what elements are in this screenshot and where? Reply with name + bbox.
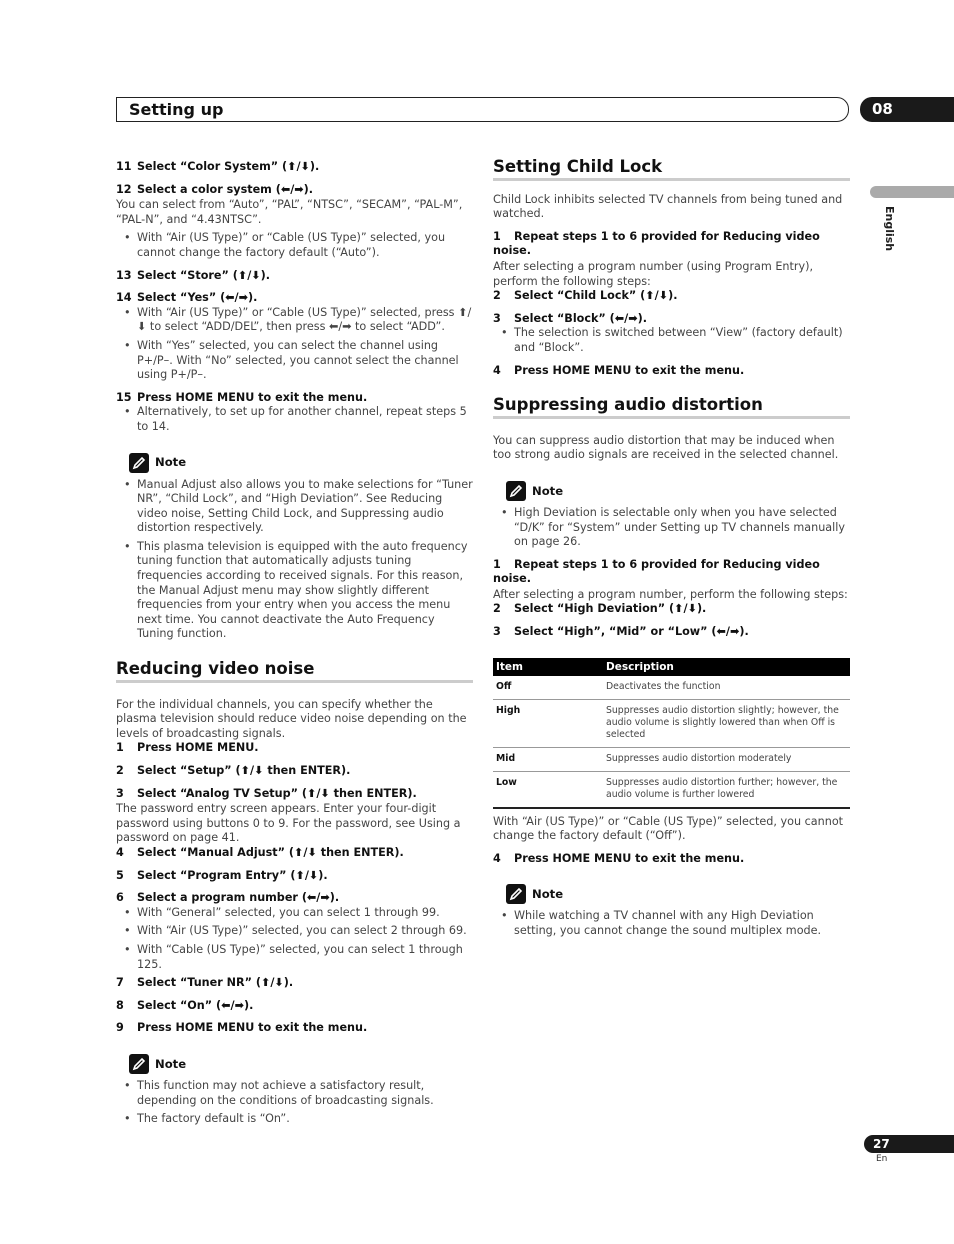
step-heading: 4 Select “Manual Adjust” (⬆/⬇ then ENTER). [116,845,404,859]
chapter-badge: 08 [860,97,954,122]
note-label: Note [155,455,187,470]
note-pencil-icon [129,1054,149,1074]
left-column [116,160,473,1131]
list-item: • This function may not achieve a satisfactory result, depending on the conditions of broadcasting signals. [116,1079,473,1108]
table-header: Item [493,658,603,676]
list-item: • The selection is switched between “View” (factory default) and “Block”. [493,326,850,355]
intro-text: You can suppress audio distortion that may be induced when too strong audio signals are received in the selected channel. [493,433,839,462]
step-heading: 2 Select “Child Lock” (⬆/⬇). [493,289,678,303]
section-heading: Reducing video noise [116,662,473,683]
table-cell-item: Mid [493,747,603,771]
step-heading: 3 Select “Block” (⬅/➡). [493,311,647,325]
section-title: Setting up [129,100,224,119]
step-heading: 3 Select “Analog TV Setup” (⬆/⬇ then ENTER). [116,786,417,800]
table-cell-item: Off [493,676,603,700]
step-heading: 6 Select a program number (⬅/➡). [116,891,340,905]
note-pencil-icon [506,481,526,501]
note-box [116,453,473,643]
header-bar [116,97,849,122]
step-heading: 9 Press HOME MENU to exit the menu. [116,1021,368,1035]
step-heading: 1 Repeat steps 1 to 6 provided for Reducing video noise. [493,229,820,258]
note-label: Note [155,1056,187,1071]
table-header: Description [603,658,850,676]
table-cell-description: Suppresses audio distortion moderately [603,747,850,771]
step-heading: 7 Select “Tuner NR” (⬆/⬇). [116,976,294,990]
language-tab [870,186,954,198]
step-heading: 5 Select “Program Entry” (⬆/⬇). [116,868,328,882]
right-column [493,157,850,943]
note-label: Note [532,483,564,498]
list-item: • High Deviation is selectable only when you have selected “D/K” for “System” under Setting up TV channels manually on page 26. [493,506,850,550]
password-text: The password entry screen appears. Enter your four-digit password using buttons 0 to 9. For the password, see Using a password on page 41. [116,802,461,845]
table-row [493,676,850,700]
list-item: • Alternatively, to set up for another channel, repeat steps 5 to 14. [116,405,473,434]
table-cell-description: Suppresses audio distortion slightly; however, the audio volume is slightly lowered than when Off is selected [603,699,850,747]
note-pencil-icon [129,453,149,473]
step-text: After selecting a program number, perform the following steps: [493,587,848,601]
list-item: • Manual Adjust also allows you to make selections for “Tuner NR”, “Child Lock”, and “High Deviation”. See Reducing video noise, Setting Child Lock, and Suppressing audio distortion respectively. [116,478,473,536]
step-heading: 13 Select “Store” (⬆/⬇). [116,268,271,282]
step-heading: 1 Press HOME MENU. [116,741,259,755]
deviation-table [493,658,850,809]
table-cell-description: Deactivates the function [603,676,850,700]
list-item: • With “Cable (US Type)” selected, you can select 1 through 125. [116,943,473,972]
language-label: English [883,206,896,252]
color-system-text: You can select from “Auto”, “PAL”, “NTSC”, “SECAM”, “PAL-M”, “PAL-N”, and “4.43NTSC”. [116,198,463,226]
list-item: • While watching a TV channel with any High Deviation setting, you cannot change the sound multiplex mode. [493,909,850,938]
intro-text: Child Lock inhibits selected TV channels from being tuned and watched. [493,192,843,221]
step-heading: 2 Select “Setup” (⬆/⬇ then ENTER). [116,764,351,777]
step-heading: 12 Select a color system (⬅/➡). [116,182,314,196]
step-heading: 4 Press HOME MENU to exit the menu. [493,363,745,377]
intro-text: For the individual channels, you can specify whether the plasma television should reduce video noise depending on the levels of broadcasting signals. [116,697,467,740]
step-heading: 3 Select “High”, “Mid” or “Low” (⬅/➡). [493,625,749,639]
page-language: En [876,1154,888,1164]
table-cell-item: Low [493,771,603,808]
step-heading: 11 Select “Color System” (⬆/⬇). [116,160,320,173]
list-item: • With “Yes” selected, you can select the channel using P+/P–. With “No” selected, you cannot select the channel using P+/P–. [116,339,473,383]
step-heading: 15 Press HOME MENU to exit the menu. [116,390,368,404]
list-item: • With “Air (US Type)” or “Cable (US Type)” selected, press ⬆/⬇ to select “ADD/DEL”, then press ⬅/➡ to select “ADD”. [116,306,473,335]
section-heading: Suppressing audio distortion [493,398,850,419]
after-table-text: With “Air (US Type)” or “Cable (US Type)” selected, you cannot change the factory default (“Off”). [493,814,844,843]
note-label: Note [532,887,564,902]
table-cell-item: High [493,699,603,747]
note-box [493,481,850,550]
note-pencil-icon [506,884,526,904]
step-heading: 14 Select “Yes” (⬅/➡). [116,291,258,305]
list-item: • With “Air (US Type)” selected, you can select 2 through 69. [116,924,473,939]
step-heading: 4 Press HOME MENU to exit the menu. [493,851,745,865]
table-cell-description: Suppresses audio distortion further; however, the audio volume is further lowered [603,771,850,808]
list-item: • This plasma television is equipped with the auto frequency tuning function that automatically adjusts tuning frequencies according to received signals. For this reason, the Manual Adjust menu may show slightly different frequencies from your entry when you access the menu next time. You cannot deactivate the Auto Frequency Tuning function. [116,540,473,642]
list-item: • With “Air (US Type)” or “Cable (US Type)” selected, you cannot change the factory default (“Auto”). [116,231,473,260]
step-heading: 2 Select “High Deviation” (⬆/⬇). [493,602,707,616]
section-heading: Setting Child Lock [493,160,850,181]
note-box [493,884,850,938]
list-item: • The factory default is “On”. [116,1112,473,1127]
table-row [493,771,850,808]
note-box [116,1054,473,1127]
page-number: 27 [864,1135,954,1153]
step-text: After selecting a program number (using Program Entry), perform the following steps: [493,259,814,288]
step-heading: 1 Repeat steps 1 to 6 provided for Reducing video noise. [493,557,820,586]
step-heading: 8 Select “On” (⬅/➡). [116,998,254,1012]
list-item: • With “General” selected, you can select 1 through 99. [116,906,473,921]
table-row [493,747,850,771]
table-row [493,699,850,747]
